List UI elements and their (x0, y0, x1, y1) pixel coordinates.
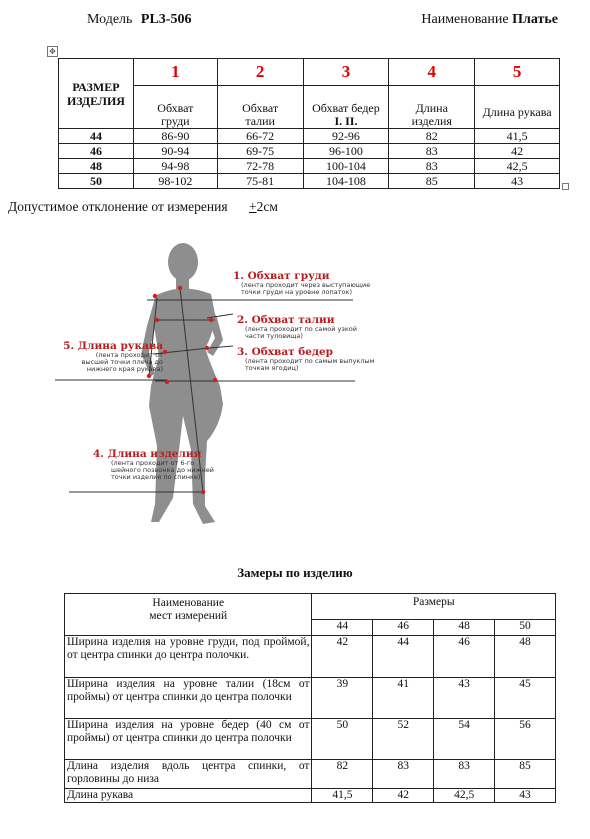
table-resize-handle-icon[interactable] (562, 183, 569, 190)
column-number: 5 (475, 59, 560, 86)
column-label: Длина изделия (389, 86, 475, 129)
callout-chest: 1. Обхват груди (лента проходит через выступающие точки груди на уровне лопаток) (233, 270, 371, 296)
table-row: 46 90-94 69-75 96-100 83 42 (59, 144, 560, 159)
table-row: Ширина изделия на уровне груди, под проймой, от центра спинки до центра полочки. 42 44 46 48 (65, 636, 556, 678)
callout-waist: 2. Обхват талии (лента проходит по самой узкой части туловища) (237, 314, 357, 340)
measures-head-row (65, 594, 556, 620)
table-row: Ширина изделия на уровне талии (18см от проймы) от центра спинки до центра полочки 39 41 43 45 (65, 678, 556, 719)
callout-length: 4. Длина изделия (лента проходит от 6-го шейного позвонка до нижней точки изделия по спинке) (93, 448, 214, 481)
size-header-cell: РАЗМЕР ИЗДЕЛИЯ (59, 59, 134, 129)
column-number: 4 (389, 59, 475, 86)
column-label: Обхват груди (133, 86, 217, 129)
measures-table (64, 593, 556, 803)
model-label: Модель (87, 12, 133, 27)
table-row: 44 86-90 66-72 92-96 82 41,5 (59, 129, 560, 144)
table-row: 50 98-102 75-81 104-108 85 43 (59, 174, 560, 189)
measures-sizes-row: 44 46 48 50 (65, 620, 556, 636)
table-row: Ширина изделия на уровне бедер (40 см от проймы) от центра спинки до центра полочки 50 52 54 56 (65, 719, 556, 760)
measures-name-header: Наименование мест измерений (65, 594, 312, 636)
table-row: Длина рукава 41,5 42 42,5 43 (65, 789, 556, 803)
measures-title: Замеры по изделию (237, 565, 353, 580)
tolerance-line (8, 199, 278, 215)
plus-minus-sign: + (248, 199, 257, 214)
name-line (421, 12, 558, 28)
column-label: Обхват бедер I. II. (303, 86, 389, 129)
column-label: Длина рукава (475, 86, 560, 129)
model-line (87, 12, 191, 28)
size-table (58, 58, 560, 189)
callout-sleeve: 5. Длина рукава (лента проходит от высшей точки плеча до нижнего края рукава) (63, 340, 163, 373)
column-label: Обхват талии (217, 86, 303, 129)
tolerance-value: 2см (256, 199, 278, 214)
tolerance-label: Допустимое отклонение от измерения (8, 199, 228, 214)
column-number: 3 (303, 59, 389, 86)
size-table-label-row (59, 86, 560, 129)
column-number: 1 (133, 59, 217, 86)
measurement-figure (55, 236, 375, 534)
table-row: Длина изделия вдоль центра спинки, от горловины до низа 82 83 83 85 (65, 760, 556, 789)
column-number: 2 (217, 59, 303, 86)
measures-sizes-header: Размеры (312, 594, 556, 620)
size-table-head-row (59, 59, 560, 86)
callout-hips: 3. Обхват бедер (лента проходит по самым выпуклым точкам ягодиц) (237, 346, 375, 372)
table-row: 48 94-98 72-78 100-104 83 42,5 (59, 159, 560, 174)
name-label: Наименование (421, 12, 509, 27)
model-value: PL3-506 (140, 12, 192, 27)
name-value: Платье (512, 12, 558, 27)
table-move-handle-icon[interactable]: ✥ (47, 46, 58, 57)
